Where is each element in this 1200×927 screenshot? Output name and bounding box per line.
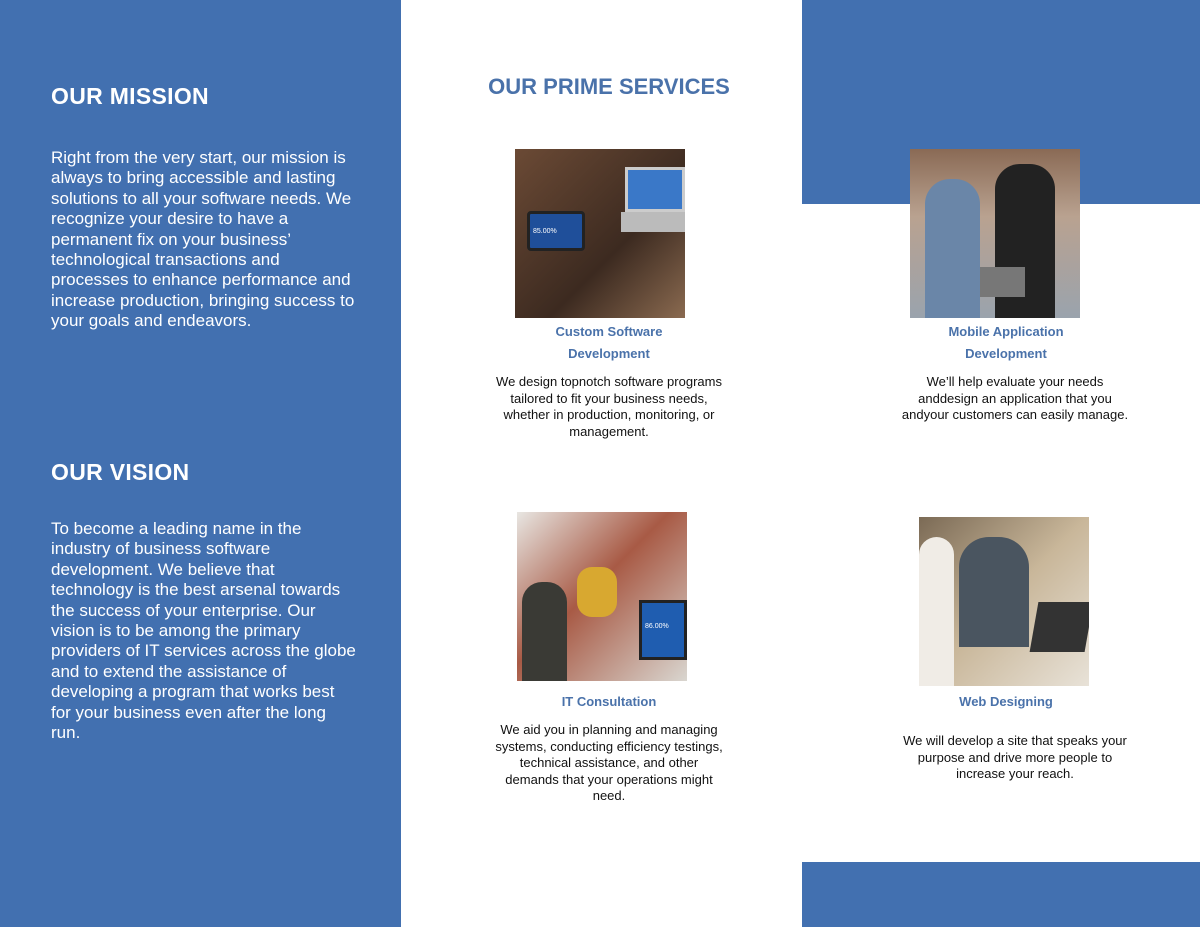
- service-title-web-designing: Web Designing: [959, 694, 1053, 709]
- service-desc-web-designing: We will develop a site that speaks your purpose and drive more people to increase your reach.: [903, 733, 1127, 781]
- it-consultation-image: 86.00%: [517, 512, 687, 681]
- service-title-it-consultation: IT Consultation: [561, 694, 657, 709]
- mission-text: Right from the very start, our mission is always to bring accessible and lasting solutions to all your software needs. We recognize your desire to have a permanent fix on your business’ technological transactions and processes to enhance performance and increase production, bringing success to your goals and endeavors.: [51, 148, 355, 331]
- service-desc-mobile-app: We’ll help evaluate your needs anddesign an application that you andyour customers can easily manage.: [901, 374, 1129, 422]
- custom-software-image: 85.00%: [515, 149, 685, 318]
- service-title-custom-software: Custom Software Development: [555, 324, 663, 361]
- web-designing-image: [919, 517, 1089, 686]
- vision-text: To become a leading name in the industry of business software development. We believe that technology is the best arsenal towards the success of your enterprise. Our vision is to be among the primary providers of IT services across the globe and to extend the assistance of developing a program that works best for your business even after the long run.: [51, 519, 356, 743]
- vision-heading: OUR VISION: [51, 459, 190, 485]
- mobile-app-image: [910, 149, 1080, 318]
- services-heading: OUR PRIME SERVICES: [488, 74, 730, 99]
- service-desc-it-consultation: We aid you in planning and managing systems, conducting efficiency testings, technical assistance, and other demands that your operations might need.: [495, 722, 723, 803]
- service-title-mobile-app: Mobile Application Development: [948, 324, 1064, 361]
- right-bottom-block: [802, 862, 1200, 927]
- service-desc-custom-software: We design topnotch software programs tailored to fit your business needs, whether in production, monitoring, or management.: [496, 374, 722, 439]
- mission-heading: OUR MISSION: [51, 83, 209, 109]
